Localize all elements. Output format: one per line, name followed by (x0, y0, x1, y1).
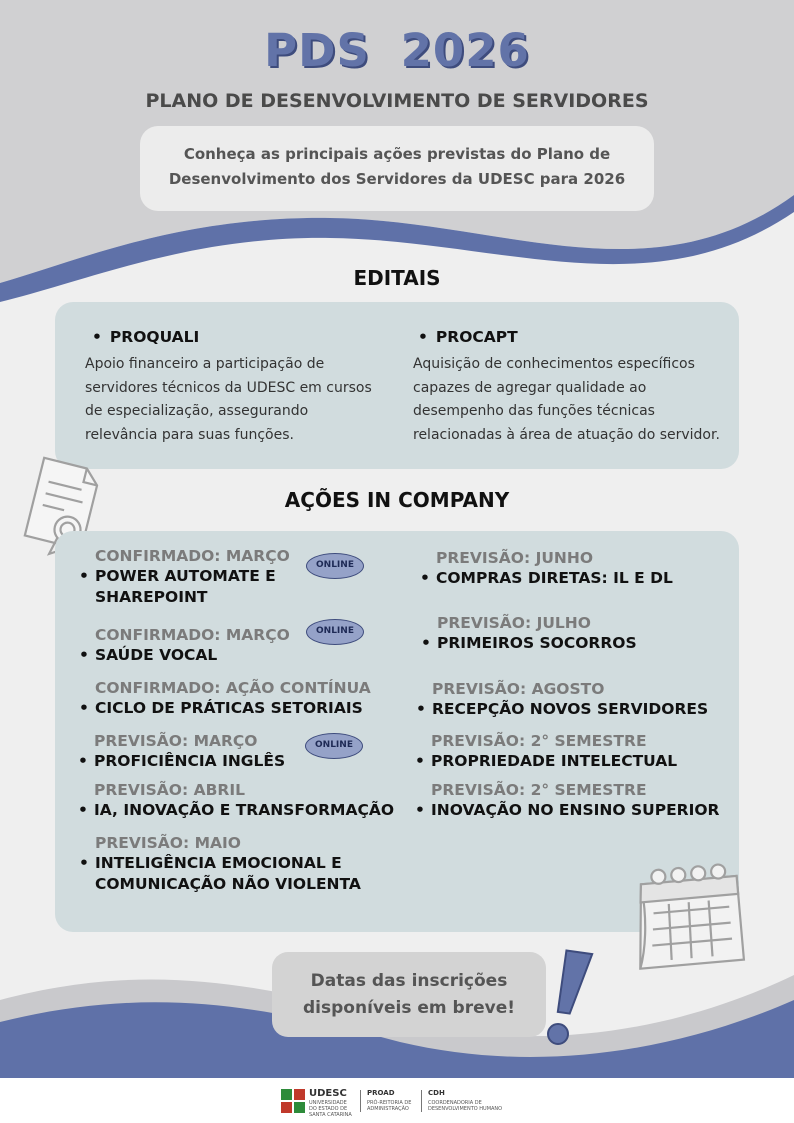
procapt-title: • PROCAPT (418, 327, 518, 346)
acao-power-automate: CONFIRMADO: MARÇO • POWER AUTOMATE E SHAREPOINT (79, 547, 379, 608)
cta-box: Datas das inscrições disponíveis em breve! (272, 952, 546, 1037)
online-badge: ONLINE (306, 553, 364, 579)
acao-ciclo-praticas: CONFIRMADO: AÇÃO CONTÍNUA • CICLO DE PRÁTICAS SETORIAIS (79, 679, 409, 719)
footer-separator (421, 1090, 422, 1112)
udesc-label: UDESC (309, 1088, 347, 1099)
udesc-subtitle: UNIVERSIDADE DO ESTADO DE SANTA CATARINA (309, 1100, 352, 1118)
proad-label: PROAD (367, 1089, 395, 1097)
acao-saude-vocal: CONFIRMADO: MARÇO • SAÚDE VOCAL (79, 626, 379, 666)
acao-proficiencia-ingles: PREVISÃO: MARÇO • PROFICIÊNCIA INGLÊS (78, 732, 378, 772)
page-subtitle: PLANO DE DESENVOLVIMENTO DE SERVIDORES (145, 90, 649, 112)
acoes-heading: AÇÕES IN COMPANY (284, 488, 510, 512)
acao-propriedade-intelectual: PREVISÃO: 2° SEMESTRE • PROPRIEDADE INTELECTUAL (415, 732, 725, 772)
page-title: PDS 2026 (264, 24, 530, 77)
cdh-label: CDH (428, 1089, 445, 1097)
editais-heading: EDITAIS (353, 266, 441, 290)
udesc-logo-icon (281, 1089, 305, 1113)
footer-separator (360, 1090, 361, 1112)
proad-subtitle: PRÓ-REITORIA DE ADMINISTRAÇÃO (367, 1100, 412, 1112)
acao-recepcao-servidores: PREVISÃO: AGOSTO • RECEPÇÃO NOVOS SERVIDORES (416, 680, 726, 720)
exclamation-icon (540, 946, 596, 1050)
calendar-icon (622, 858, 762, 976)
intro-box: Conheça as principais ações previstas do Plano de Desenvolvimento dos Servidores da UDESC para 2026 (140, 126, 654, 211)
proquali-description: Apoio financeiro a participação de servidores técnicos da UDESC em cursos de especialização, assegurando relevância para suas funções. (85, 356, 372, 443)
acao-inteligencia-emocional: PREVISÃO: MAIO • INTELIGÊNCIA EMOCIONAL E COMUNICAÇÃO NÃO VIOLENTA (79, 834, 399, 895)
online-badge: ONLINE (305, 733, 363, 759)
online-badge: ONLINE (306, 619, 364, 645)
acao-primeiros-socorros: PREVISÃO: JULHO • PRIMEIROS SOCORROS (421, 614, 731, 654)
acao-compras-diretas: PREVISÃO: JUNHO • COMPRAS DIRETAS: IL E DL (420, 549, 730, 589)
cdh-subtitle: COORDENADORIA DE DESENVOLVIMENTO HUMANO (428, 1100, 503, 1112)
procapt-description: Aquisição de conhecimentos específicos capazes de agregar qualidade ao desempenho das funções técnicas relacionadas à área de atuação do servidor. (413, 356, 720, 443)
acao-ia-inovacao: PREVISÃO: ABRIL • IA, INOVAÇÃO E TRANSFORMAÇÃO (78, 781, 408, 821)
proquali-title: • PROQUALI (92, 327, 199, 346)
acao-inovacao-ensino: PREVISÃO: 2° SEMESTRE • INOVAÇÃO NO ENSINO SUPERIOR (415, 781, 735, 821)
